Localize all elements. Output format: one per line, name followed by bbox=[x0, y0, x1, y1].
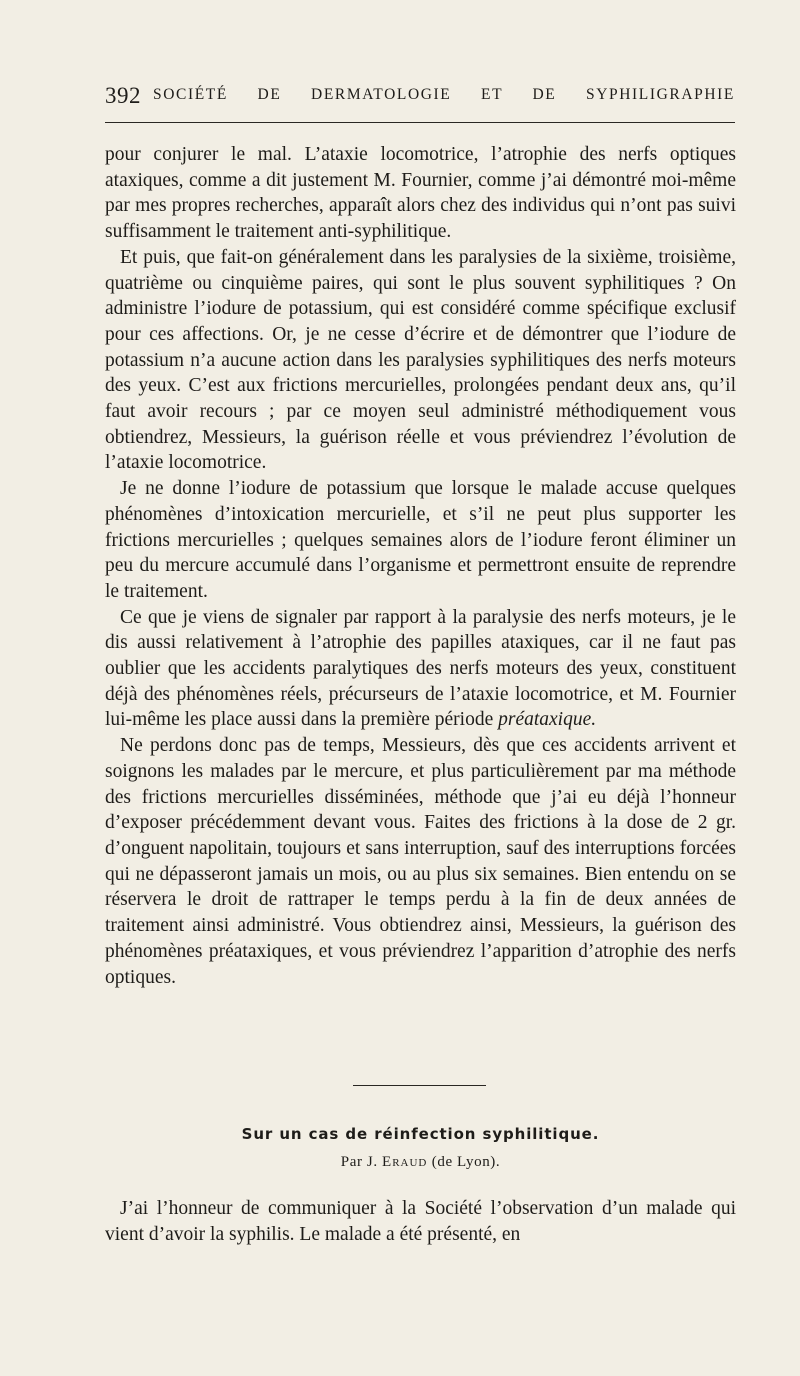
section-separator bbox=[353, 1085, 486, 1086]
main-text bbox=[105, 142, 736, 990]
running-title: SOCIÉTÉ DE DERMATOLOGIE ET DE SYPHILIGRAPHIE bbox=[153, 86, 735, 103]
paragraph-1: pour conjurer le mal. L’ataxie locomotrice, l’atrophie des nerfs optiques ataxiques, comme a dit justement M. Fournier, comme j’ai démontré moi-même par mes propres recherches, apparaît alors chez des individus qui n’ont pas suivi suffisamment le traitement anti-syphilitique. bbox=[105, 144, 736, 243]
paragraph-2: Et puis, que fait-on généralement dans les paralysies de la sixième, troisième, quatrième ou cinquième paires, qui sont le plus souvent syphilitiques ? On administre l’iodure de potassium, qui est considéré comme spécifique exclusif pour ces affections. Or, je ne cesse d’écrire et de démontrer que l’iodure de potassium n’a aucune action dans les paralysies syphilitiques des nerfs moteurs des yeux. C’est aux frictions mercurielles, prolongées pendant deux ans, qu’il faut avoir recours ; par ce moyen seul administré méthodiquement vous obtiendrez, Messieurs, la guérison réelle et vous préviendrez l’évolution de l’ataxie locomotrice. bbox=[105, 246, 736, 474]
byline-prefix: Par J. bbox=[340, 1154, 378, 1170]
paragraph-5: Ne perdons donc pas de temps, Messieurs, dès que ces accidents arrivent et soignons les malades par le mercure, et plus particulièrement par ma méthode des frictions mercurielles disséminées, méthode que j’ai eu déjà l’honneur d’exposer précédemment devant vous. Faites des frictions à la dose de 2 gr. d’onguent napolitain, toujours et sans interruption, sauf des interruptions forcées qui ne dépasseront jamais un mois, ou au plus six semaines. Bien entendu on se réservera le droit de rattraper le temps perdu à la fin de deux années de traitement ainsi administré. Vous obtiendrez ainsi, Messieurs, la guérison des phénomènes préataxiques, et vous préviendrez l’apparition d’atrophie des nerfs optiques. bbox=[105, 735, 736, 988]
page-header bbox=[105, 83, 735, 113]
header-rule bbox=[105, 122, 735, 123]
article-byline bbox=[105, 1154, 736, 1171]
byline-suffix: (de Lyon). bbox=[431, 1154, 501, 1170]
article-paragraph-1: J’ai l’honneur de communiquer à la Société l’observation d’un malade qui vient d’avoir la syphilis. Le malade a été présenté, en bbox=[105, 1198, 736, 1245]
paragraph-4 bbox=[105, 605, 736, 734]
paragraph-4-text: Ce que je viens de signaler par rapport à la paralysie des nerfs moteurs, je le dis aussi relativement à l’atrophie des papilles ataxiques, car il ne faut pas oublier que les accidents paralytiques des nerfs moteurs des yeux, constituent déjà des phénomènes réels, précurseurs de l’ataxie locomotrice, et M. Fournier lui-même les place aussi dans la première période bbox=[105, 606, 736, 731]
article-title: Sur un cas de réinfection syphilitique. bbox=[241, 1125, 600, 1143]
author-name: Eraud bbox=[382, 1154, 428, 1170]
paragraph-3: Je ne donne l’iodure de potassium que lorsque le malade accuse quelques phénomènes d’intoxication mercurielle, et s’il ne peut plus supporter les frictions mercurielles ; quelques semaines alors de l’iodure feront éliminer un peu du mercure accumulé dans l’organisme et permettront ensuite de reprendre le traitement. bbox=[105, 478, 736, 602]
article-body bbox=[105, 1196, 736, 1247]
page-number: 392 bbox=[105, 83, 141, 108]
italic-term: préataxique. bbox=[498, 709, 597, 731]
